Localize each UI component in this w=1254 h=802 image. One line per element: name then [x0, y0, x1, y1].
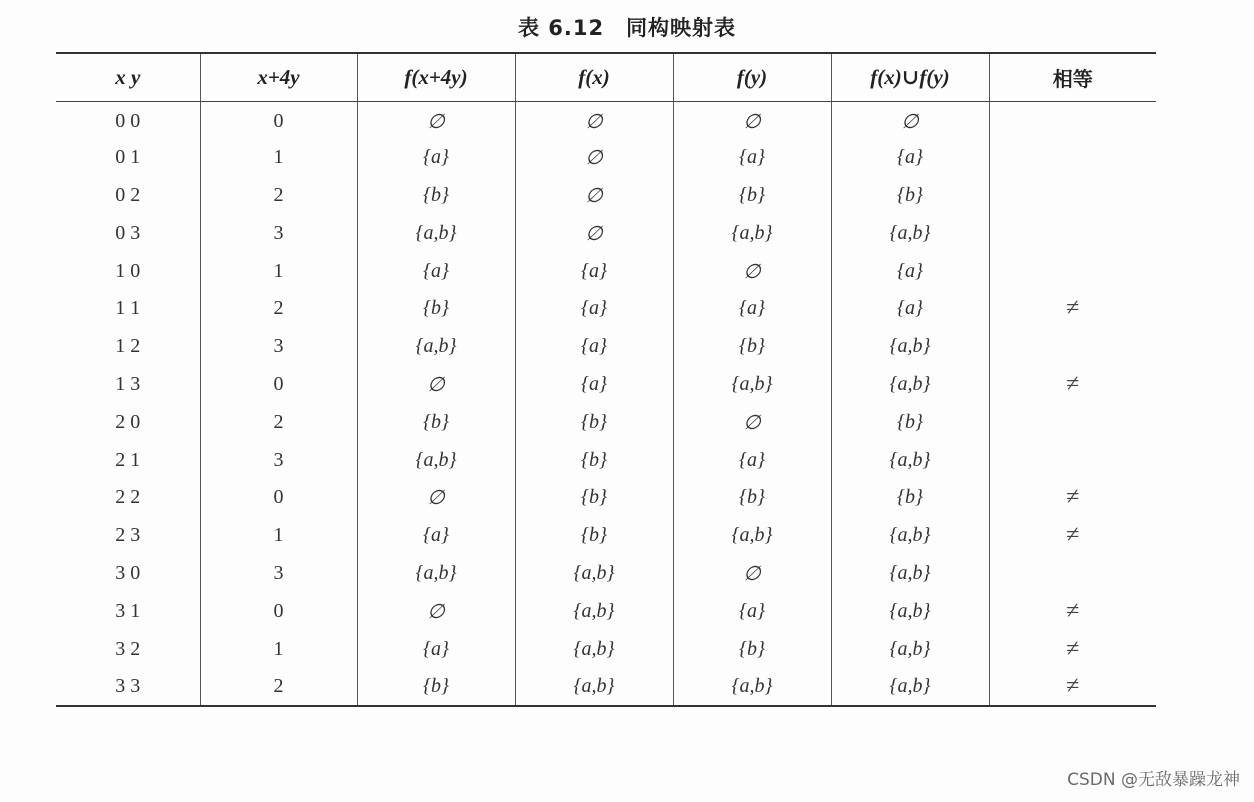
- cell-xy: 1 0: [115, 259, 141, 282]
- cell-xy: 1 2: [115, 335, 141, 358]
- cell-xy: 3 3: [56, 668, 200, 706]
- cell-fx-union-fy: {b}: [831, 403, 989, 441]
- cell-xy: 0 2: [115, 183, 141, 206]
- cell-x-plus-4y: 0: [200, 101, 357, 139]
- cell-f-x-plus-4y: ∅: [357, 366, 515, 404]
- cell-fx: {b}: [515, 403, 673, 441]
- cell-f-x-plus-4y: {b}: [357, 290, 515, 328]
- cell-fx-union-fy: {a,b}: [831, 517, 989, 555]
- cell-fx: ∅: [515, 214, 673, 252]
- table-row: [56, 290, 1156, 328]
- cell-fx-union-fy: {a,b}: [831, 592, 989, 630]
- cell-f-x-plus-4y: {a,b}: [357, 555, 515, 593]
- cell-xy: 3 2: [115, 637, 141, 660]
- cell-fy: {b}: [673, 630, 831, 668]
- cell-fy: {a}: [673, 592, 831, 630]
- cell-xy: 3 1: [115, 599, 141, 622]
- cell-equal: [989, 555, 1156, 593]
- cell-xy: 2 3: [115, 524, 141, 547]
- cell-fx: {a,b}: [515, 592, 673, 630]
- cell-x-plus-4y: 1: [200, 252, 357, 290]
- cell-x-plus-4y: 2: [200, 668, 357, 706]
- cell-equal: [989, 214, 1156, 252]
- table-row: [56, 366, 1156, 404]
- cell-fx-union-fy: {a,b}: [831, 555, 989, 593]
- table-row: [56, 252, 1156, 290]
- cell-fx: ∅: [515, 177, 673, 215]
- cell-f-x-plus-4y: {a}: [357, 139, 515, 177]
- cell-xy: 2 0: [115, 410, 141, 433]
- cell-fx-union-fy: {a,b}: [831, 668, 989, 706]
- cell-equal: ≠: [989, 479, 1156, 517]
- cell-fx-union-fy: {a}: [831, 290, 989, 328]
- table-row: [56, 592, 1156, 630]
- table-row: [56, 403, 1156, 441]
- table-row: [56, 555, 1156, 593]
- cell-fx-union-fy: {a,b}: [831, 630, 989, 668]
- cell-fx: {b}: [515, 517, 673, 555]
- cell-f-x-plus-4y: ∅: [357, 479, 515, 517]
- cell-fx-union-fy: ∅: [831, 101, 989, 139]
- cell-f-x-plus-4y: {a,b}: [357, 328, 515, 366]
- cell-equal: [989, 403, 1156, 441]
- cell-fy: {a,b}: [673, 214, 831, 252]
- cell-fy: {b}: [673, 177, 831, 215]
- cell-equal: ≠: [989, 668, 1156, 706]
- cell-fx: {a,b}: [515, 630, 673, 668]
- cell-fy: ∅: [673, 403, 831, 441]
- header-f-x-plus-4y: f(x+4y): [357, 53, 515, 101]
- table-row: [56, 441, 1156, 479]
- table-row: [56, 139, 1156, 177]
- cell-x-plus-4y: 0: [200, 366, 357, 404]
- cell-fx: {a}: [515, 252, 673, 290]
- cell-equal: [989, 177, 1156, 215]
- cell-x-plus-4y: 0: [200, 479, 357, 517]
- cell-fx: {a}: [515, 290, 673, 328]
- cell-fx: ∅: [515, 101, 673, 139]
- cell-fy: {a,b}: [673, 517, 831, 555]
- table-row: [56, 328, 1156, 366]
- cell-equal: ≠: [989, 630, 1156, 668]
- cell-fy: {a}: [673, 290, 831, 328]
- table-caption: [0, 12, 1254, 42]
- cell-xy: 3 0: [115, 561, 141, 584]
- cell-fx-union-fy: {a}: [831, 139, 989, 177]
- cell-fx: {b}: [515, 441, 673, 479]
- cell-fy: ∅: [673, 101, 831, 139]
- table-row: [56, 517, 1156, 555]
- cell-f-x-plus-4y: {a}: [357, 517, 515, 555]
- cell-fx-union-fy: {a,b}: [831, 214, 989, 252]
- cell-fy: {a}: [673, 139, 831, 177]
- header-equal: 相等: [989, 53, 1156, 101]
- cell-x-plus-4y: 3: [200, 214, 357, 252]
- table-row: [56, 101, 1156, 139]
- cell-x-plus-4y: 2: [200, 290, 357, 328]
- cell-fy: {b}: [673, 328, 831, 366]
- watermark: CSDN @无敌暴躁龙神: [1067, 770, 1240, 790]
- cell-xy: 0 1: [115, 146, 141, 169]
- cell-equal: ≠: [989, 592, 1156, 630]
- cell-fx: {a,b}: [515, 555, 673, 593]
- cell-xy: 1 1: [115, 297, 141, 320]
- cell-fx-union-fy: {b}: [831, 479, 989, 517]
- cell-f-x-plus-4y: {a}: [357, 630, 515, 668]
- cell-x-plus-4y: 1: [200, 517, 357, 555]
- cell-f-x-plus-4y: {b}: [357, 403, 515, 441]
- cell-x-plus-4y: 0: [200, 592, 357, 630]
- cell-equal: [989, 441, 1156, 479]
- table-row: [56, 177, 1156, 215]
- cell-x-plus-4y: 2: [200, 177, 357, 215]
- header-fx-union-fy: f(x)∪f(y): [831, 53, 989, 101]
- header-fx: f(x): [515, 53, 673, 101]
- cell-fx: {a}: [515, 366, 673, 404]
- cell-fx-union-fy: {a}: [831, 252, 989, 290]
- cell-f-x-plus-4y: ∅: [357, 101, 515, 139]
- cell-equal: [989, 139, 1156, 177]
- header-xy: x y: [56, 53, 200, 101]
- cell-fy: {a,b}: [673, 668, 831, 706]
- cell-x-plus-4y: 3: [200, 555, 357, 593]
- table-row: [56, 630, 1156, 668]
- header-fy: f(y): [673, 53, 831, 101]
- cell-xy: 0 0: [115, 109, 141, 132]
- table-body: [56, 101, 1156, 706]
- cell-xy: 0 3: [115, 221, 141, 244]
- header-row: [56, 53, 1156, 101]
- cell-xy: 2 2: [115, 486, 141, 509]
- cell-fx-union-fy: {a,b}: [831, 328, 989, 366]
- cell-f-x-plus-4y: {a,b}: [357, 214, 515, 252]
- cell-f-x-plus-4y: ∅: [357, 592, 515, 630]
- cell-fx: ∅: [515, 139, 673, 177]
- cell-equal: [989, 328, 1156, 366]
- table-row: [56, 668, 1156, 706]
- cell-fy: ∅: [673, 555, 831, 593]
- cell-equal: ≠: [989, 366, 1156, 404]
- cell-f-x-plus-4y: {a,b}: [357, 441, 515, 479]
- cell-f-x-plus-4y: {b}: [357, 668, 515, 706]
- cell-fx-union-fy: {a,b}: [831, 441, 989, 479]
- cell-fx-union-fy: {a,b}: [831, 366, 989, 404]
- cell-fx-union-fy: {b}: [831, 177, 989, 215]
- cell-equal: ≠: [989, 517, 1156, 555]
- table-row: [56, 479, 1156, 517]
- cell-x-plus-4y: 3: [200, 328, 357, 366]
- cell-f-x-plus-4y: {b}: [357, 177, 515, 215]
- cell-fy: ∅: [673, 252, 831, 290]
- cell-equal: ≠: [989, 290, 1156, 328]
- cell-fy: {a}: [673, 441, 831, 479]
- table-title: 同构映射表: [626, 16, 737, 40]
- isomorphism-mapping-table: [56, 52, 1156, 707]
- table-row: [56, 214, 1156, 252]
- cell-f-x-plus-4y: {a}: [357, 252, 515, 290]
- cell-fy: {a,b}: [673, 366, 831, 404]
- cell-fy: {b}: [673, 479, 831, 517]
- cell-fx: {b}: [515, 479, 673, 517]
- cell-fx: {a,b}: [515, 668, 673, 706]
- cell-x-plus-4y: 1: [200, 630, 357, 668]
- cell-fx: {a}: [515, 328, 673, 366]
- cell-x-plus-4y: 2: [200, 403, 357, 441]
- cell-x-plus-4y: 1: [200, 139, 357, 177]
- header-x-plus-4y: x+4y: [200, 53, 357, 101]
- cell-x-plus-4y: 3: [200, 441, 357, 479]
- cell-equal: [989, 252, 1156, 290]
- cell-xy: 2 1: [115, 448, 141, 471]
- cell-equal: [989, 101, 1156, 139]
- table-number: 表 6.12: [517, 16, 605, 40]
- cell-xy: 1 3: [115, 372, 141, 395]
